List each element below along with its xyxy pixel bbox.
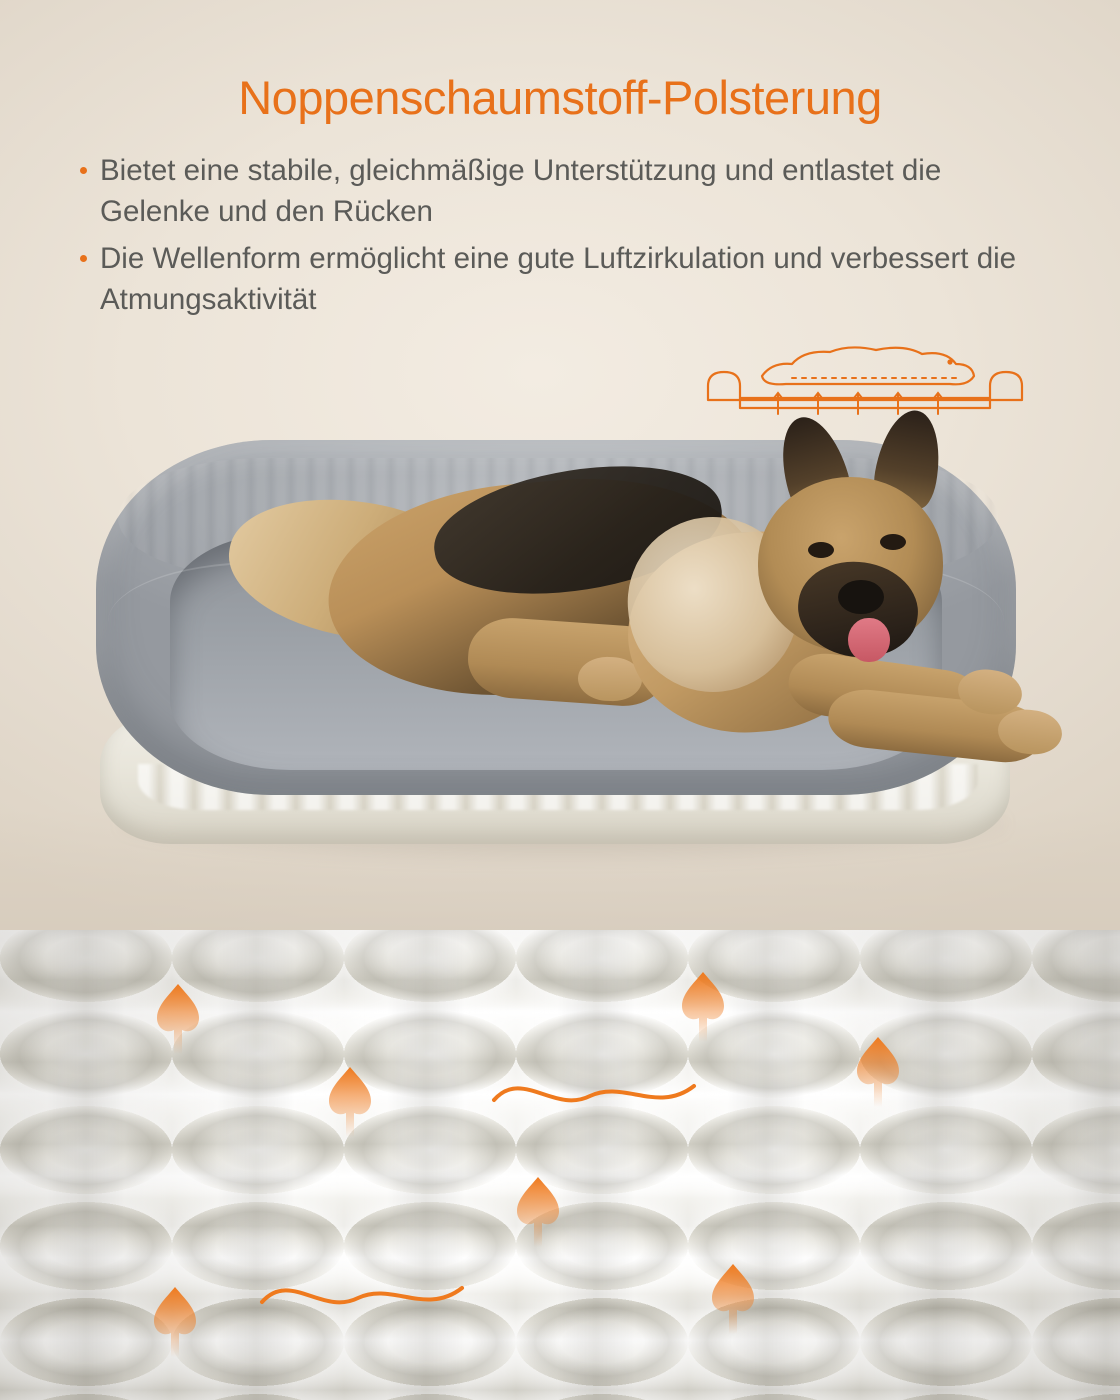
list-item-text: Bietet eine stabile, gleichmäßige Unterstützung und entlastet die Gelenke und den Rücken <box>100 154 942 228</box>
bullet-dot-icon <box>80 255 87 262</box>
list-item <box>78 150 1053 232</box>
list-item <box>78 238 1053 320</box>
airflow-arrow-up-icon <box>515 1175 561 1249</box>
airflow-arrow-up-icon <box>155 982 201 1056</box>
page-title: Noppenschaumstoff-Polsterung <box>238 71 882 124</box>
bullet-dot-icon <box>80 167 87 174</box>
airflow-arrow-up-icon <box>710 1262 756 1336</box>
bed-cross-section-airflow-icon <box>700 338 1030 423</box>
airflow-arrow-up-icon <box>855 1035 901 1109</box>
airflow-wave-icon <box>258 1272 468 1324</box>
dog-nose <box>838 580 884 614</box>
feature-bullet-list <box>78 150 1053 326</box>
foam-closeup-section <box>0 930 1120 1400</box>
airflow-arrow-up-icon <box>152 1285 198 1359</box>
list-item-text: Die Wellenform ermöglicht eine gute Luftzirkulation und verbessert die Atmungsaktivität <box>100 242 1017 316</box>
airflow-wave-icon <box>490 1070 700 1122</box>
german-shepherd-dog <box>198 422 1028 802</box>
airflow-arrow-up-icon <box>680 970 726 1044</box>
dog-eye <box>880 534 906 550</box>
dog-tongue <box>848 618 890 662</box>
dog-bed-illustration <box>78 412 1043 892</box>
airflow-arrow-up-icon <box>327 1065 373 1139</box>
dog-eye <box>808 542 834 558</box>
